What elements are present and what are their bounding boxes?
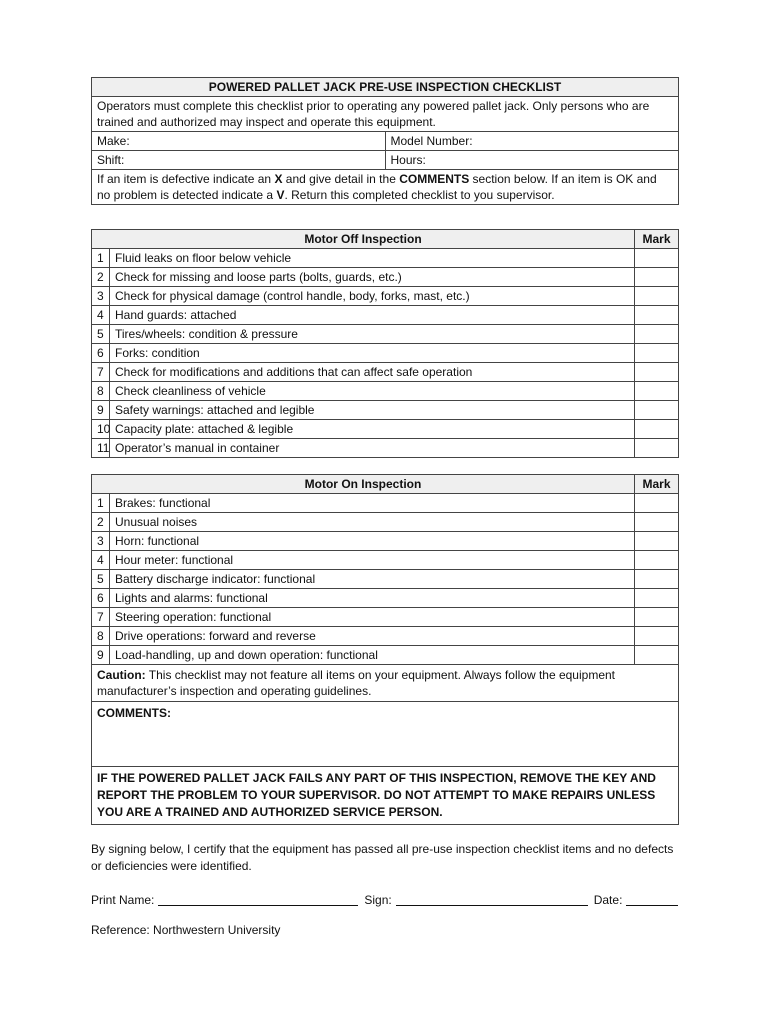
signature-line <box>91 893 679 907</box>
item-number: 7 <box>92 363 110 382</box>
checklist-title: POWERED PALLET JACK PRE-USE INSPECTION CHECKLIST <box>92 78 679 97</box>
item-description: Drive operations: forward and reverse <box>110 627 635 646</box>
mark-cell[interactable] <box>635 608 679 627</box>
sign-field[interactable] <box>396 893 588 906</box>
mark-cell[interactable] <box>635 268 679 287</box>
item-number: 3 <box>92 287 110 306</box>
item-number: 6 <box>92 589 110 608</box>
motor-on-item-row <box>92 513 679 532</box>
motor-on-item-row <box>92 589 679 608</box>
item-number: 10 <box>92 420 110 439</box>
item-number: 8 <box>92 627 110 646</box>
header-table <box>91 77 679 205</box>
mark-cell[interactable] <box>635 589 679 608</box>
item-number: 4 <box>92 306 110 325</box>
comments-field[interactable]: COMMENTS: <box>92 702 679 767</box>
mark-cell[interactable] <box>635 325 679 344</box>
motor-off-item-row <box>92 439 679 458</box>
item-description: Hour meter: functional <box>110 551 635 570</box>
item-number: 11 <box>92 439 110 458</box>
inspection-checklist-document <box>91 77 679 937</box>
mark-cell[interactable] <box>635 420 679 439</box>
item-description: Operator’s manual in container <box>110 439 635 458</box>
item-number: 3 <box>92 532 110 551</box>
mark-cell[interactable] <box>635 570 679 589</box>
motor-on-item-row <box>92 608 679 627</box>
print-name-field[interactable] <box>158 893 358 906</box>
item-number: 2 <box>92 513 110 532</box>
item-description: Hand guards: attached <box>110 306 635 325</box>
item-number: 4 <box>92 551 110 570</box>
motor-on-title: Motor On Inspection <box>92 475 635 494</box>
mark-cell[interactable] <box>635 532 679 551</box>
motor-off-item-row <box>92 287 679 306</box>
motor-off-item-row <box>92 325 679 344</box>
item-description: Load-handling, up and down operation: functional <box>110 646 635 665</box>
motor-off-item-row <box>92 249 679 268</box>
item-description: Fluid leaks on floor below vehicle <box>110 249 635 268</box>
item-number: 8 <box>92 382 110 401</box>
item-description: Steering operation: functional <box>110 608 635 627</box>
date-field[interactable] <box>626 893 678 906</box>
mark-cell[interactable] <box>635 306 679 325</box>
motor-off-item-row <box>92 382 679 401</box>
item-number: 1 <box>92 494 110 513</box>
motor-off-item-row <box>92 420 679 439</box>
motor-off-item-row <box>92 268 679 287</box>
mark-cell[interactable] <box>635 439 679 458</box>
motor-on-item-row <box>92 646 679 665</box>
mark-cell[interactable] <box>635 382 679 401</box>
item-description: Forks: condition <box>110 344 635 363</box>
item-number: 9 <box>92 401 110 420</box>
item-description: Lights and alarms: functional <box>110 589 635 608</box>
shift-field[interactable]: Shift: <box>92 151 386 170</box>
motor-off-item-row <box>92 344 679 363</box>
item-number: 7 <box>92 608 110 627</box>
make-field[interactable]: Make: <box>92 132 386 151</box>
hours-field[interactable]: Hours: <box>385 151 679 170</box>
item-description: Battery discharge indicator: functional <box>110 570 635 589</box>
motor-on-item-row <box>92 532 679 551</box>
mark-cell[interactable] <box>635 627 679 646</box>
motor-off-mark-header: Mark <box>635 230 679 249</box>
instructions-text: If an item is defective indicate an X and give detail in the COMMENTS section below. If an item is OK and no problem is detected indicate a V. Return this completed checklist to you supervisor. <box>92 170 679 205</box>
certification-statement: By signing below, I certify that the equipment has passed all pre-use inspection checklist items and no defects or deficiencies were identified. <box>91 842 674 873</box>
item-number: 5 <box>92 325 110 344</box>
mark-cell[interactable] <box>635 513 679 532</box>
item-description: Unusual noises <box>110 513 635 532</box>
item-description: Check cleanliness of vehicle <box>110 382 635 401</box>
item-number: 6 <box>92 344 110 363</box>
item-description: Check for modifications and additions that can affect safe operation <box>110 363 635 382</box>
mark-cell[interactable] <box>635 646 679 665</box>
motor-off-table <box>91 229 679 458</box>
reference-note: Reference: Northwestern University <box>91 923 281 937</box>
motor-on-item-row <box>92 627 679 646</box>
sign-label: Sign: <box>364 893 392 907</box>
motor-on-mark-header: Mark <box>635 475 679 494</box>
item-number: 9 <box>92 646 110 665</box>
motor-on-item-row <box>92 551 679 570</box>
mark-cell[interactable] <box>635 363 679 382</box>
item-description: Safety warnings: attached and legible <box>110 401 635 420</box>
motor-on-item-row <box>92 494 679 513</box>
motor-on-item-row <box>92 570 679 589</box>
intro-text: Operators must complete this checklist prior to operating any powered pallet jack. Only persons who are trained and authorized may inspect and operate this equipment. <box>92 97 679 132</box>
mark-cell[interactable] <box>635 344 679 363</box>
model-number-field[interactable]: Model Number: <box>385 132 679 151</box>
item-number: 2 <box>92 268 110 287</box>
item-description: Horn: functional <box>110 532 635 551</box>
mark-cell[interactable] <box>635 401 679 420</box>
item-description: Tires/wheels: condition & pressure <box>110 325 635 344</box>
item-description: Check for missing and loose parts (bolts, guards, etc.) <box>110 268 635 287</box>
mark-cell[interactable] <box>635 287 679 306</box>
item-description: Check for physical damage (control handle, body, forks, mast, etc.) <box>110 287 635 306</box>
mark-cell[interactable] <box>635 249 679 268</box>
mark-cell[interactable] <box>635 551 679 570</box>
item-description: Capacity plate: attached & legible <box>110 420 635 439</box>
motor-off-title: Motor Off Inspection <box>92 230 635 249</box>
motor-off-item-row <box>92 306 679 325</box>
date-label: Date: <box>593 893 623 907</box>
motor-off-item-row <box>92 363 679 382</box>
motor-on-table <box>91 474 679 825</box>
item-description: Brakes: functional <box>110 494 635 513</box>
mark-cell[interactable] <box>635 494 679 513</box>
motor-off-item-row <box>92 401 679 420</box>
item-number: 5 <box>92 570 110 589</box>
caution-note: Caution: This checklist may not feature all items on your equipment. Always follow the equipment manufacturer’s inspection and operating guidelines. <box>92 665 679 702</box>
failure-warning: IF THE POWERED PALLET JACK FAILS ANY PART OF THIS INSPECTION, REMOVE THE KEY AND REPORT THE PROBLEM TO YOUR SUPERVISOR. DO NOT ATTEMPT TO MAKE REPAIRS UNLESS YOU ARE A TRAINED AND AUTHORIZED SERVICE PERSON. <box>92 767 679 825</box>
print-name-label: Print Name: <box>91 893 155 907</box>
item-number: 1 <box>92 249 110 268</box>
